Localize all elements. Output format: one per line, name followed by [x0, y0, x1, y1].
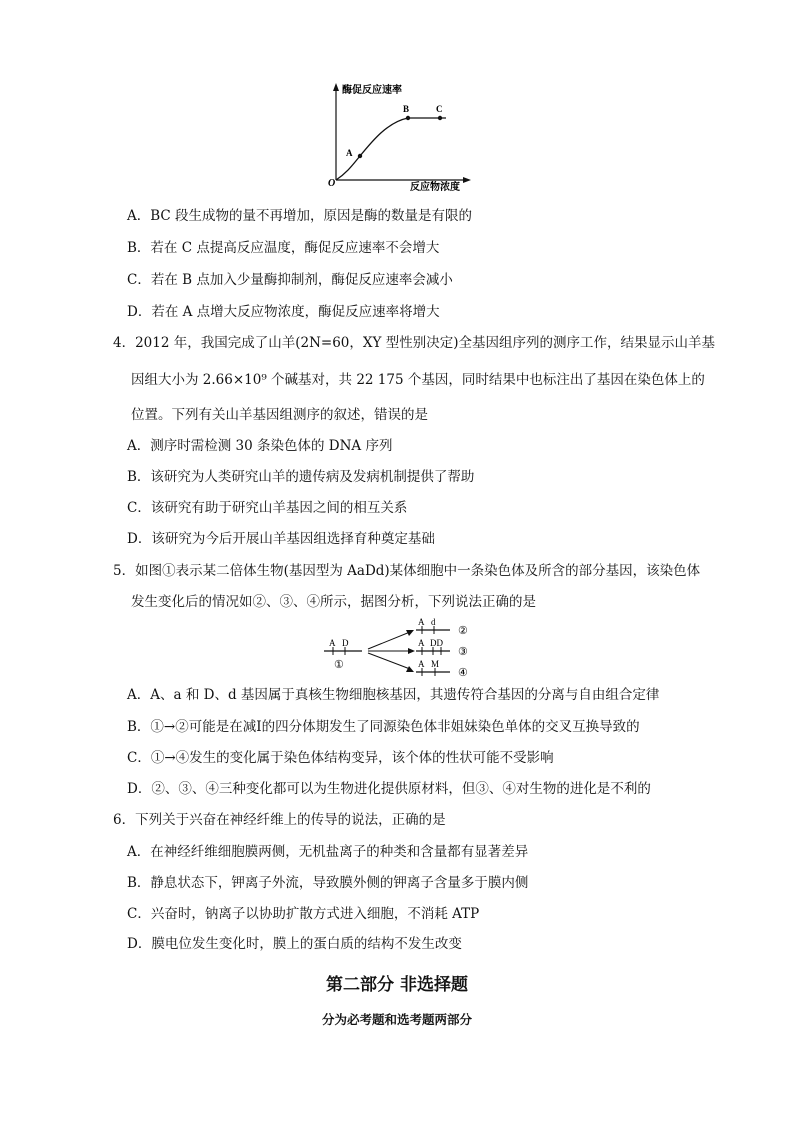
q4-stem-line3: 位置。下列有关山羊基因组测序的叙述，错误的是	[131, 407, 428, 423]
chromosome-4-gene-a: A	[418, 659, 425, 669]
arrow-to-3-head	[408, 648, 415, 654]
q4-option-a: A．测序时需检测 30 条染色体的 DNA 序列	[127, 438, 393, 454]
chromosome-4-gene-m: M	[431, 659, 440, 669]
x-axis-arrow	[463, 177, 471, 183]
enzyme-rate-figure	[318, 80, 478, 195]
point-a-label: A	[346, 148, 353, 158]
chromosome-3-label: ③	[458, 646, 468, 658]
section-title: 第二部分 非选择题	[326, 975, 468, 995]
section-subtitle: 分为必考题和选考题两部分	[321, 1012, 472, 1027]
q6-option-c: C．兴奋时，钠离子以协助扩散方式进入细胞，不消耗 ATP	[127, 906, 480, 922]
q5-option-d: D．②、③、④三种变化都可以为生物进化提供原材料，但③、④对生物的进化是不利的	[127, 781, 651, 797]
chromosome-3-genes-dd: DD	[430, 638, 443, 648]
q4-option-c: C．该研究有助于研究山羊基因之间的相互关系	[127, 500, 408, 516]
q3-option-b: B．若在 C 点提高反应温度，酶促反应速率不会增大	[127, 240, 440, 256]
y-axis-arrow	[333, 83, 339, 91]
q4-option-d: D．该研究为今后开展山羊基因组选择育种奠定基础	[127, 531, 435, 547]
source-label: ①	[334, 659, 344, 671]
origin-label: O	[328, 178, 336, 189]
chromosome-4-label: ④	[458, 667, 468, 679]
q6-option-d: D．膜电位发生变化时，膜上的蛋白质的结构不发生改变	[127, 936, 462, 952]
q4-stem-line2: 因组大小为 2.66×10⁹ 个碱基对，共 22 175 个基因，同时结果中也标注出了基因在染色体上的	[131, 372, 705, 388]
arrow-to-4-head	[406, 666, 414, 672]
q6-option-b: B．静息状态下，钾离子外流，导致膜外侧的钾离子含量多于膜内侧	[127, 875, 529, 891]
q5-stem-line2: 发生变化后的情况如②、③、④所示，据图分析，下列说法正确的是	[131, 594, 536, 610]
point-c-marker	[438, 116, 442, 120]
chromosome-2-gene-d: d	[431, 617, 436, 627]
q3-option-a: A．BC 段生成物的量不再增加，原因是酶的数量是有限的	[127, 208, 473, 224]
q6-stem: 6．下列关于兴奋在神经纤维上的传导的说法，正确的是	[113, 812, 446, 828]
chromosome-2-label: ②	[458, 625, 468, 637]
q6-option-a: A．在神经纤维细胞膜两侧，无机盐离子的种类和含量都有显著差异	[127, 844, 529, 860]
q4-stem-line1: 4．2012 年，我国完成了山羊(2N=60，XY 型性别决定)全基因组序列的测序工作，结果显示山羊基	[113, 335, 715, 351]
q5-option-c: C．①→④发生的变化属于染色体结构变异，该个体的性状可能不受影响	[127, 750, 554, 766]
point-c-label: C	[436, 104, 443, 114]
q5-stem-line1: 5．如图①表示某二倍体生物(基因型为 AaDd)某体细胞中一条染色体及所含的部分基因，该染色体	[113, 563, 701, 579]
q3-option-c: C．若在 B 点加入少量酶抑制剂，酶促反应速率会减小	[127, 272, 453, 288]
q3-option-d: D．若在 A 点增大反应物浓度，酶促反应速率将增大	[127, 304, 440, 320]
point-b-label: B	[403, 104, 410, 114]
arrow-to-2	[368, 632, 410, 649]
y-axis-label: 酶促反应速率	[342, 85, 402, 96]
source-gene-d: D	[342, 638, 349, 648]
source-gene-a: A	[329, 638, 336, 648]
q4-option-b: B．该研究为人类研究山羊的遗传病及发病机制提供了帮助	[127, 469, 475, 485]
rate-curve	[336, 118, 446, 180]
q5-option-a: A．A、a 和 D、d 基因属于真核生物细胞核基因，其遗传符合基因的分离与自由组合定律	[127, 687, 660, 703]
point-b-marker	[406, 116, 410, 120]
chromosome-3-gene-a: A	[418, 638, 425, 648]
q5-option-b: B．①→②可能是在减Ⅰ的四分体期发生了同源染色体非姐妹染色单体的交叉互换导致的	[127, 719, 640, 735]
point-a-marker	[358, 154, 362, 158]
chromosome-2-gene-a: A	[418, 617, 425, 627]
x-axis-label: 反应物浓度	[410, 182, 460, 193]
arrow-to-4	[368, 653, 410, 669]
chromosome-figure	[322, 614, 482, 680]
